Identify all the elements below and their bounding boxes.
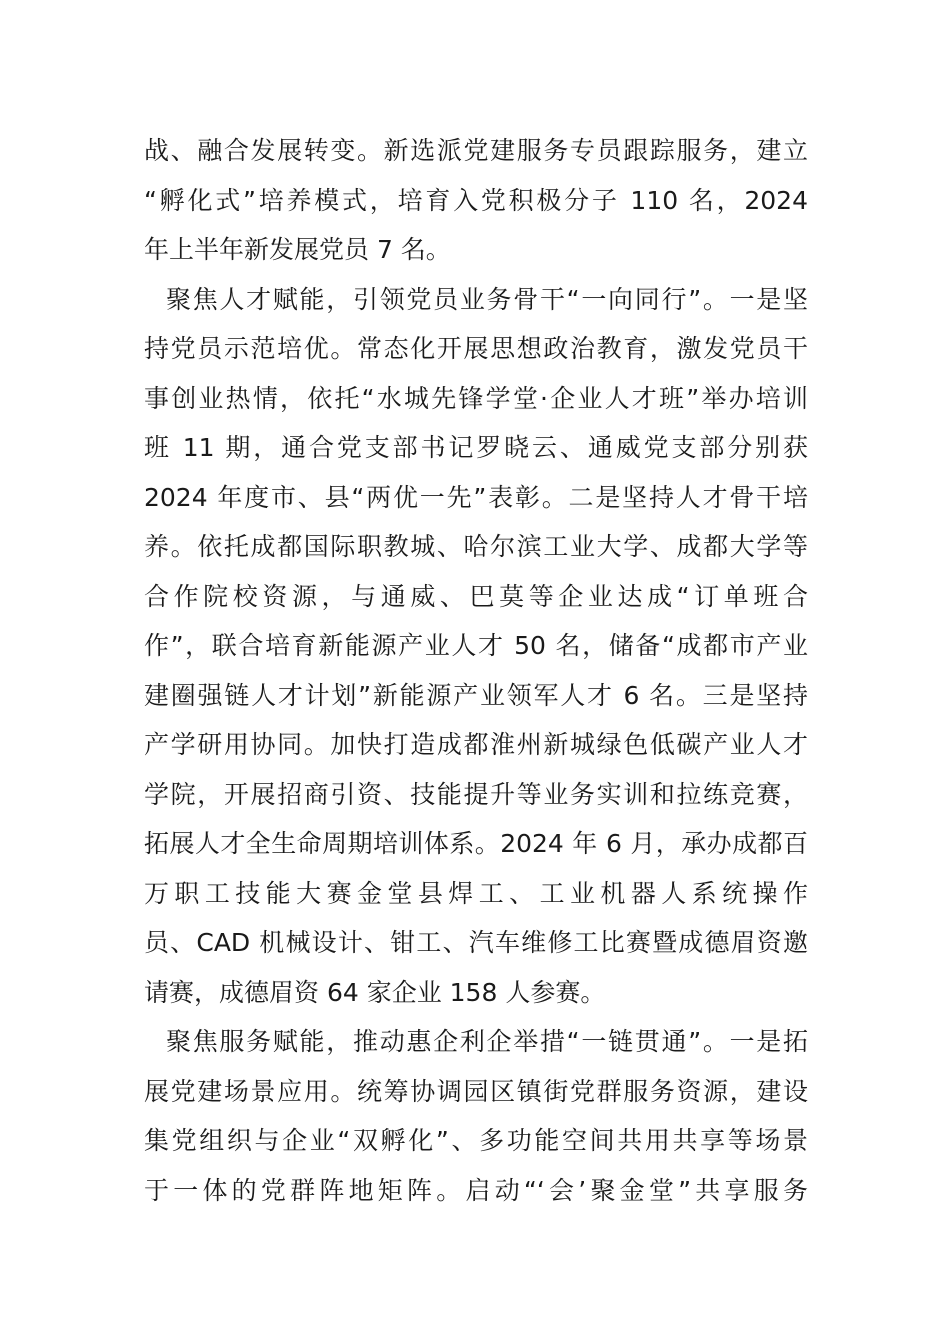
text-line: 2024 年度市、县“两优一先”表彰。二是坚持人才骨干培	[144, 482, 808, 512]
text-line: 拓展人才全生命周期培训体系。2024 年 6 月，承办成都百	[144, 829, 808, 858]
text-line-paragraph-end: 请赛，成德眉资 64 家企业 158 人参赛。	[144, 977, 606, 1007]
text-line: 产学研用协同。加快打造成都淮州新城绿色低碳产业人才	[144, 730, 808, 759]
text-line-paragraph-start: 聚焦人才赋能，引领党员业务骨干“一向同行”。一是坚	[166, 284, 808, 314]
text-line: 班 11 期，通合党支部书记罗晓云、通威党支部分别获	[144, 433, 808, 462]
text-line: 建圈强链人才计划”新能源产业领军人才 6 名。三是坚持	[144, 680, 808, 710]
text-line: 集党组织与企业“双孵化”、多功能空间共用共享等场景	[144, 1126, 808, 1155]
text-line: 合作院校资源，与通威、巴莫等企业达成“订单班合	[144, 581, 808, 611]
text-line: 持党员示范培优。常态化开展思想政治教育，激发党员干	[144, 334, 808, 363]
text-line: 养。依托成都国际职教城、哈尔滨工业大学、成都大学等	[144, 532, 808, 561]
text-line: 战、融合发展转变。新选派党建服务专员跟踪服务，建立	[144, 136, 808, 165]
text-line: 万职工技能大赛金堂县焊工、工业机器人系统操作	[144, 878, 808, 908]
body-text	[144, 126, 808, 1215]
text-line: 展党建场景应用。统筹协调园区镇街党群服务资源，建设	[144, 1076, 808, 1106]
text-line: 事创业热情，依托“水城先锋学堂·企业人才班”举办培训	[144, 383, 808, 413]
text-line: 作”，联合培育新能源产业人才 50 名，储备“成都市产业	[144, 631, 808, 660]
text-line: 学院，开展招商引资、技能提升等业务实训和拉练竞赛，	[144, 779, 808, 809]
text-line: 于一体的党群阵地矩阵。启动“‘会’聚金堂”共享服务	[144, 1175, 808, 1205]
text-line-paragraph-end: 年上半年新发展党员 7 名。	[144, 235, 451, 264]
text-line-paragraph-start: 聚焦服务赋能，推动惠企利企举措“一链贯通”。一是拓	[166, 1027, 808, 1056]
text-line: 员、CAD 机械设计、钳工、汽车维修工比赛暨成德眉资邀	[144, 928, 808, 957]
text-line: “孵化式”培养模式，培育入党积极分子 110 名，2024	[144, 185, 808, 215]
